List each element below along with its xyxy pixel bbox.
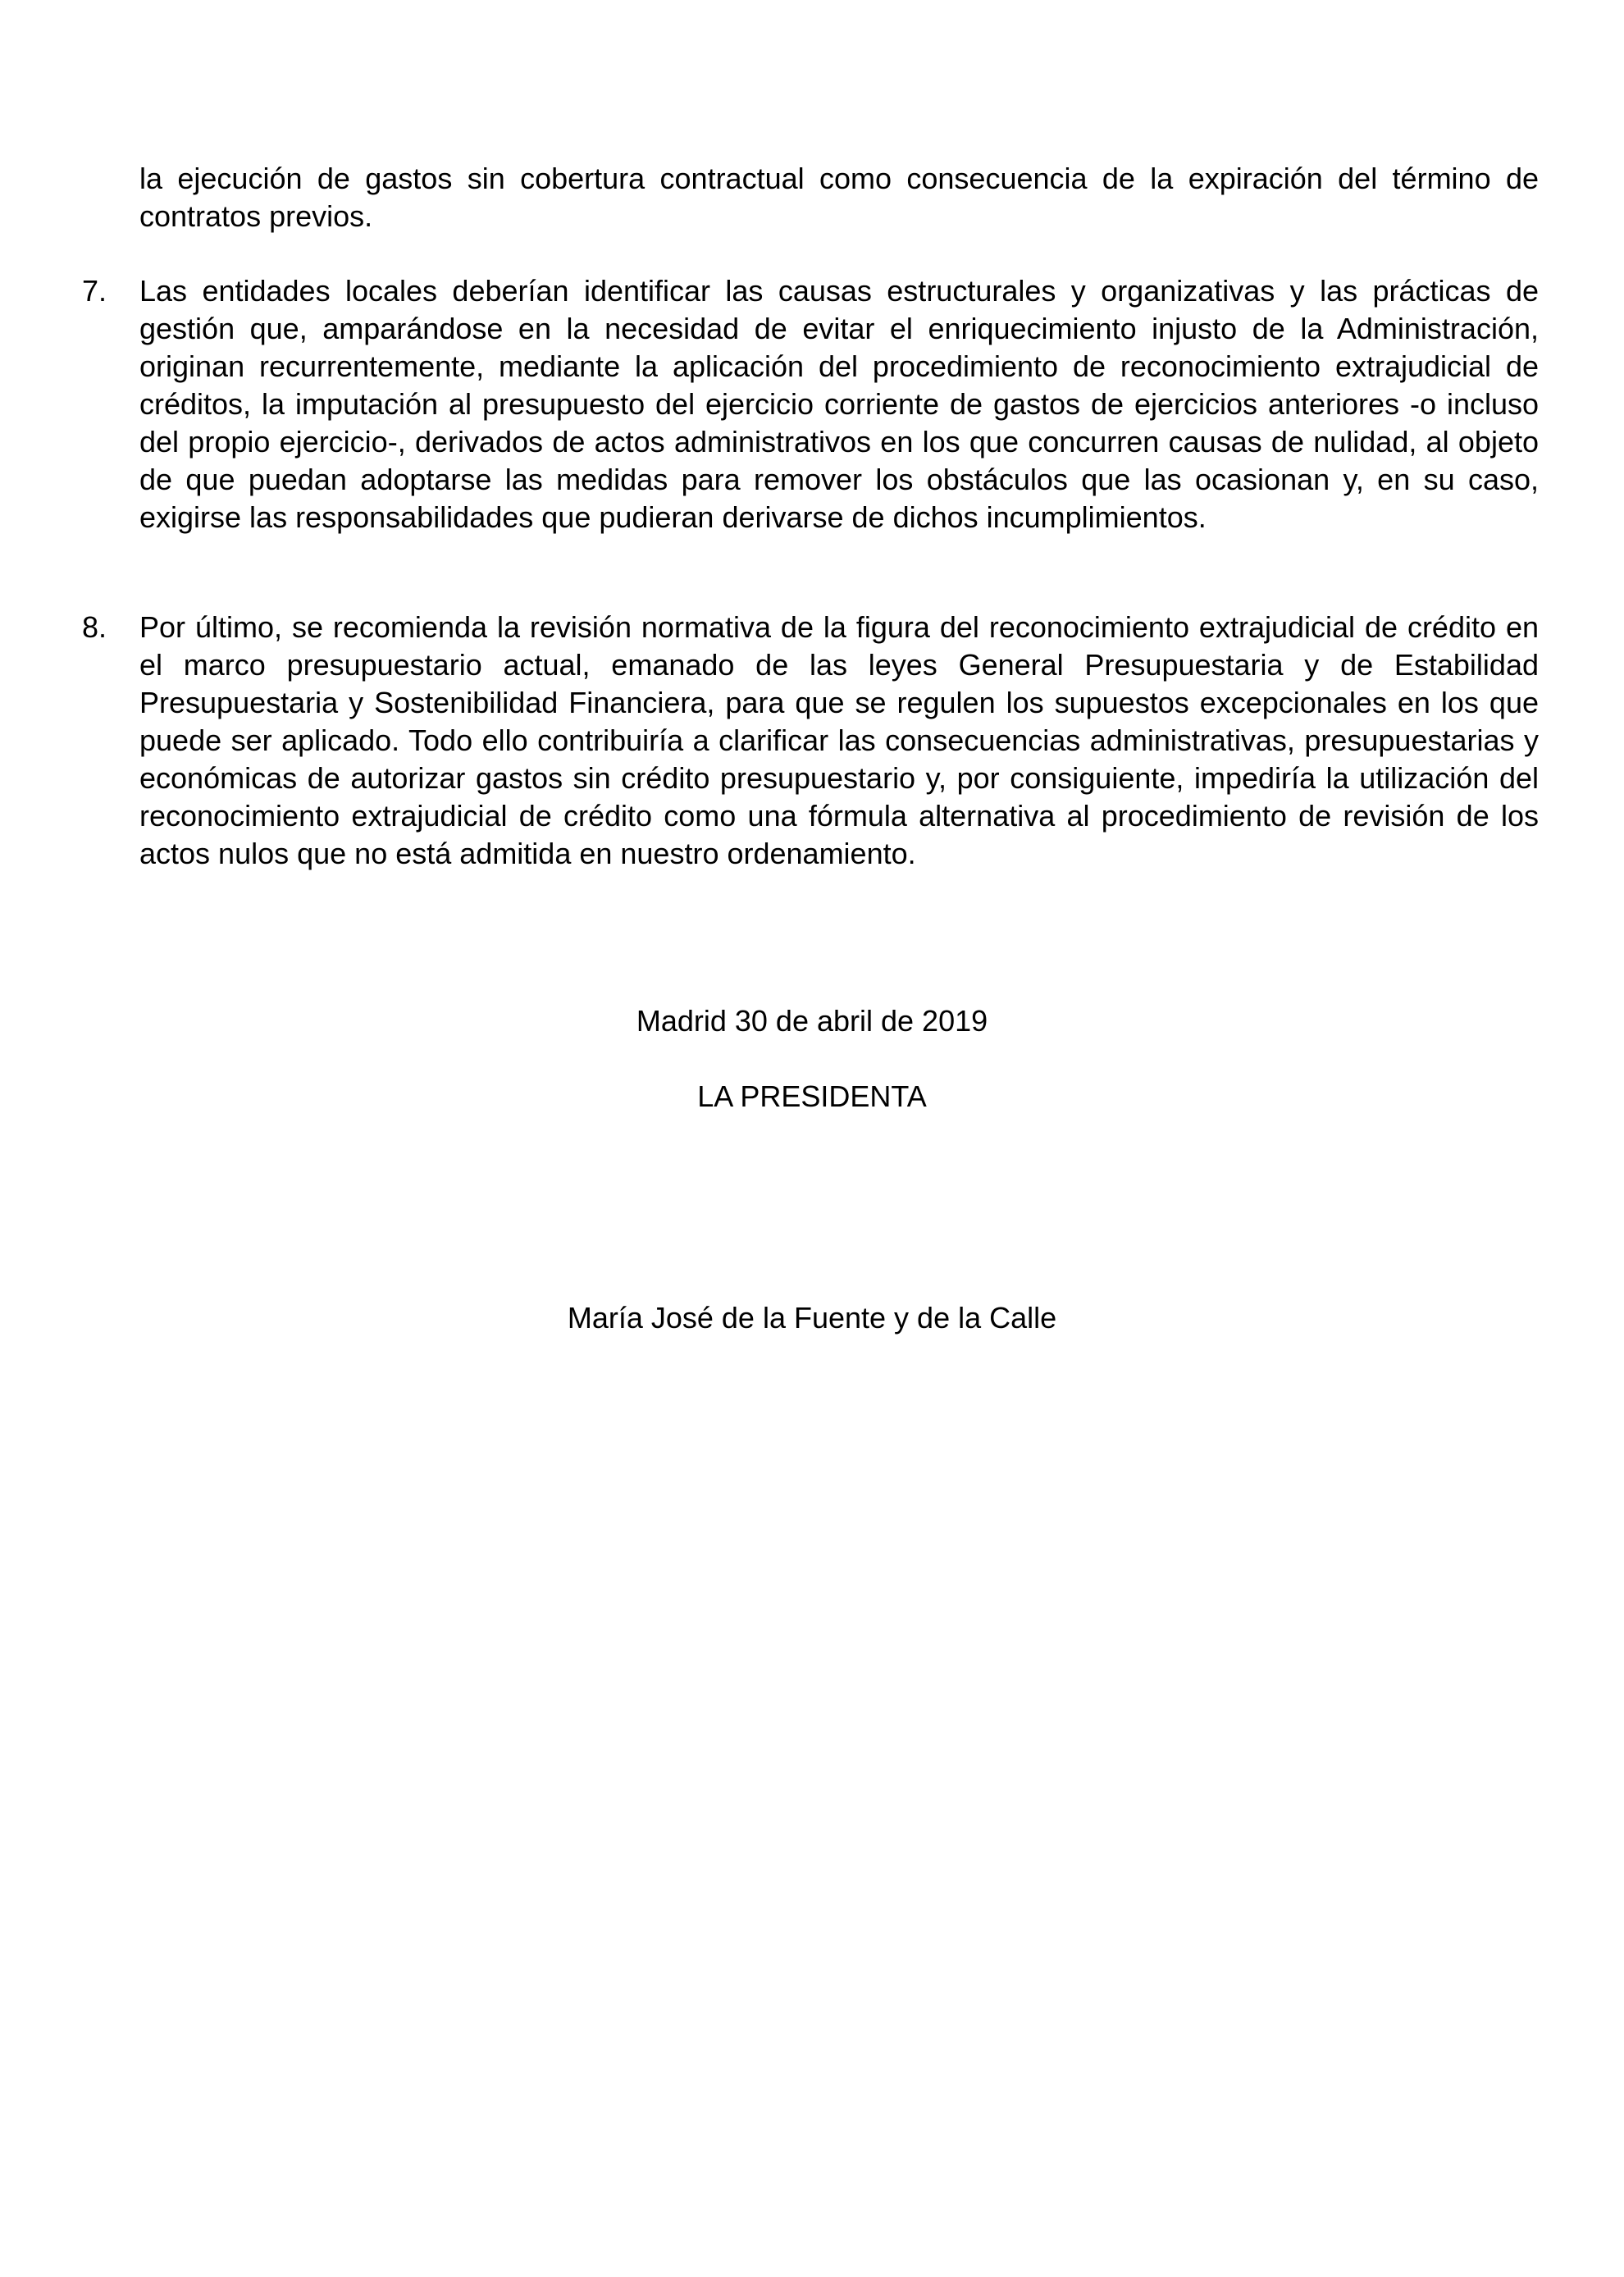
item-text: Por último, se recomienda la revisión normativa de la figura del reconocimiento extrajudicial de crédito en el marco presupuestario actual, emanado de las leyes General Presupuestaria y de Estabilidad Presupuestaria y Sostenibilidad Financiera, para que se regulen los supuestos excepcionales en los que puede ser aplicado. Todo ello contribuiría a clarificar las consecuencias administrativas, presupuestarias y económicas de autorizar gastos sin crédito presupuestario y, por consiguiente, impediría la utilización del reconocimiento extrajudicial de crédito como una fórmula alternativa al procedimiento de revisión de los actos nulos que no está admitida en nuestro ordenamiento. (139, 610, 1539, 870)
item-number: 8. (82, 610, 107, 644)
place-date: Madrid 30 de abril de 2019 (636, 1004, 988, 1038)
item-text: Las entidades locales deberían identificar las causas estructurales y organizativas y las prácticas de gestión que, amparándose en la necesidad de evitar el enriquecimiento injusto de la Administración, originan recurrentemente, mediante la aplicación del procedimiento de reconocimiento extrajudicial de créditos, la imputación al presupuesto del ejercicio corriente de gastos de ejercicios anteriores -o incluso del propio ejercicio-, derivados de actos administrativos en los que concurren causas de nulidad, al objeto de que puedan adoptarse las medidas para remover los obstáculos que las ocasionan y, en su caso, exigirse las responsabilidades que pudieran derivarse de dichos incumplimientos. (139, 274, 1539, 534)
item-number: 7. (82, 274, 107, 308)
signer-role: LA PRESIDENTA (697, 1079, 927, 1113)
signer-name: María José de la Fuente y de la Calle (567, 1301, 1057, 1335)
continuation-paragraph: la ejecución de gastos sin cobertura contractual como consecuencia de la expiración del término de contratos previos. (139, 162, 1539, 233)
